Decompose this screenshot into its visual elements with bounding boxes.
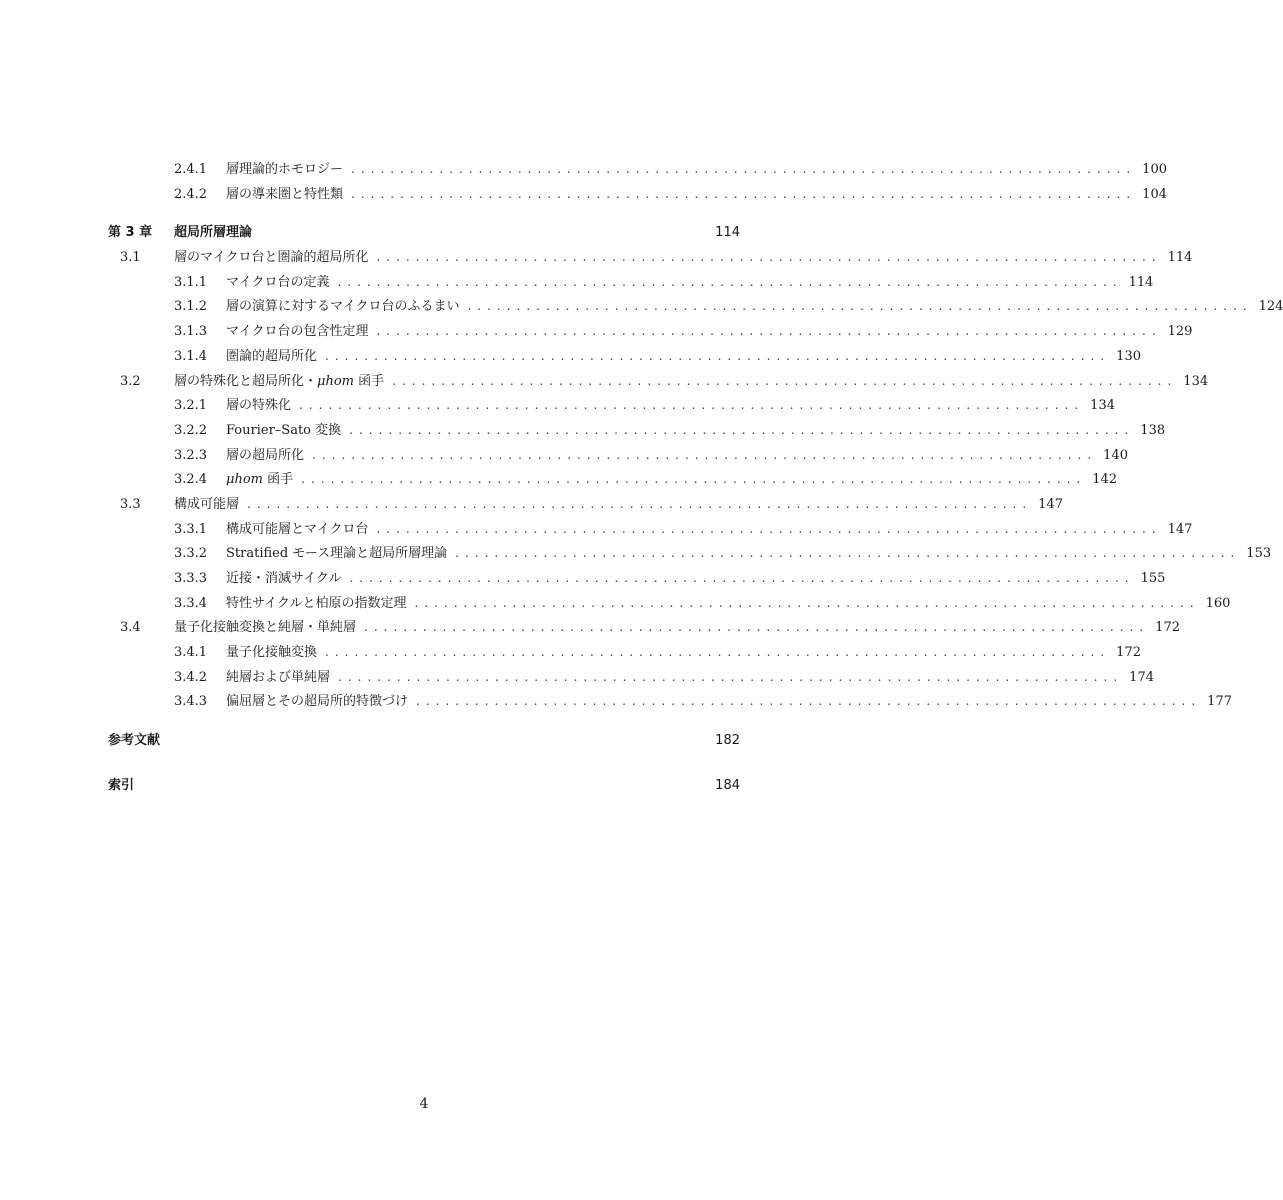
entry-number: 3.4.1 [174, 645, 208, 661]
entry-title: 層の超局所化 [226, 447, 305, 463]
toc-entry-3-3-1[interactable] [108, 518, 1193, 543]
section-title: 構成可能層 [174, 496, 240, 512]
entry-page: 172 [1116, 645, 1141, 661]
entry-page: 140 [1103, 447, 1128, 463]
dot-leader: ................................................................................ [349, 571, 1135, 585]
toc-chapter-3[interactable] [108, 221, 740, 246]
toc-entry-3-1-2[interactable] [108, 295, 1283, 320]
entry-number: 3.3.1 [174, 521, 208, 537]
entry-title: μhom 函手 [226, 472, 294, 488]
dot-leader: ................................................................................ [416, 694, 1202, 709]
dot-leader: ................................................................................ [351, 162, 1137, 176]
chapter-page: 114 [715, 225, 740, 241]
section-page: 147 [1038, 496, 1063, 512]
entry-title: 偏屈層とその超局所的特徴づけ [226, 694, 409, 710]
entry-title: 近接・消滅サイクル [226, 571, 342, 586]
index-title: 索引 [108, 777, 135, 793]
entry-title: 純層および単純層 [226, 669, 331, 685]
entry-page: 155 [1140, 571, 1166, 586]
dot-leader: ................................................................................ [364, 620, 1150, 635]
entry-number: 3.1.1 [174, 274, 208, 290]
section-number: 3.3 [120, 496, 141, 512]
section-number: 3.4 [120, 620, 141, 636]
toc-references[interactable] [108, 729, 740, 754]
entry-page: 177 [1207, 694, 1232, 710]
dot-leader: ................................................................................ [351, 186, 1137, 201]
toc-entry-3-4-2[interactable] [108, 666, 1154, 691]
toc-entry-3-1-4[interactable] [108, 345, 1141, 370]
entry-title: 層の特殊化 [226, 398, 292, 414]
section-title: 量子化接触変換と純層・単純層 [174, 620, 357, 636]
entry-page: 160 [1205, 595, 1231, 611]
toc-entry-3-1-1[interactable] [108, 271, 1154, 296]
entry-number: 3.1.4 [174, 348, 208, 364]
entry-title: Fourier–Sato 変換 [226, 422, 342, 438]
toc-entry-3-1-3[interactable] [108, 320, 1193, 345]
section-page: 172 [1155, 620, 1180, 636]
toc-section-3-4[interactable] [108, 616, 1180, 641]
toc-entry-3-4-1[interactable] [108, 641, 1141, 666]
entry-number: 3.3.2 [174, 546, 208, 562]
section-title: 層のマイクロ台と圏論的超局所化 [174, 250, 369, 266]
entry-page: 138 [1140, 422, 1166, 438]
dot-leader: ................................................................................ [455, 546, 1241, 561]
dot-leader: ................................................................................ [338, 669, 1124, 684]
entry-page: 114 [1128, 274, 1154, 290]
chapter-title: 超局所層理論 [174, 225, 253, 241]
entry-number: 2.4.2 [174, 186, 208, 202]
entry-number: 3.1.3 [174, 324, 208, 340]
toc-entry-3-2-2[interactable] [108, 419, 1166, 444]
chapter-number: 第 3 章 [108, 225, 153, 241]
toc-entry-3-2-1[interactable] [108, 394, 1115, 419]
entry-number: 3.4.3 [174, 694, 208, 710]
toc-entry-3-3-3[interactable] [108, 567, 1166, 592]
entry-title: マイクロ台の包含性定理 [226, 324, 369, 340]
section-number: 3.1 [120, 250, 141, 266]
entry-title: 特性サイクルと柏原の指数定理 [226, 595, 407, 611]
entry-title: 構成可能層とマイクロ台 [226, 521, 369, 537]
entry-page: 134 [1090, 398, 1115, 414]
entry-title: 層理論的ホモロジー [226, 162, 344, 177]
table-of-contents [108, 158, 1283, 799]
entry-number: 3.3.3 [174, 571, 208, 586]
entry-page: 124 [1258, 299, 1283, 315]
page-number: 4 [419, 1096, 429, 1112]
entry-title: 層の演算に対するマイクロ台のふるまい [226, 299, 460, 315]
dot-leader: ................................................................................ [467, 299, 1253, 314]
toc-section-3-1[interactable] [108, 246, 1193, 271]
section-page: 114 [1167, 250, 1193, 266]
entry-page: 104 [1142, 186, 1167, 202]
entry-page: 174 [1129, 669, 1154, 685]
toc-index[interactable] [108, 774, 740, 799]
toc-entry-3-3-2[interactable] [108, 542, 1272, 567]
toc-section-3-3[interactable] [108, 493, 1063, 518]
dot-leader: ................................................................................ [325, 645, 1111, 660]
entry-page: 100 [1142, 162, 1167, 177]
dot-leader: ................................................................................ [392, 373, 1178, 388]
entry-title: 圏論的超局所化 [226, 348, 318, 364]
entry-number: 3.2.2 [174, 422, 208, 438]
dot-leader: ................................................................................ [299, 398, 1085, 413]
entry-page: 130 [1116, 348, 1141, 364]
entry-title: マイクロ台の定義 [226, 274, 330, 290]
entry-number: 3.2.1 [174, 398, 208, 414]
entry-page: 129 [1167, 324, 1193, 340]
entry-page: 153 [1246, 546, 1272, 562]
index-page: 184 [715, 777, 740, 793]
toc-entry-2-4-2[interactable] [108, 183, 1167, 208]
entry-title: Stratified モース理論と超局所層理論 [226, 546, 448, 562]
entry-number: 3.2.3 [174, 447, 208, 463]
entry-number: 3.4.2 [174, 669, 208, 685]
toc-entry-3-4-3[interactable] [108, 690, 1232, 715]
references-page: 182 [715, 733, 740, 749]
dot-leader: ................................................................................ [376, 250, 1162, 265]
entry-number: 3.2.4 [174, 472, 208, 488]
section-title: 層の特殊化と超局所化・μhom 函手 [174, 373, 385, 389]
entry-number: 3.1.2 [174, 299, 208, 315]
dot-leader: ................................................................................ [337, 274, 1123, 289]
toc-entry-3-2-4[interactable] [108, 468, 1118, 493]
toc-entry-3-2-3[interactable] [108, 444, 1128, 469]
entry-title: 量子化接触変換 [226, 645, 318, 661]
references-title: 参考文献 [108, 733, 161, 749]
dot-leader: ................................................................................ [247, 496, 1033, 511]
toc-section-3-2[interactable] [108, 370, 1209, 395]
entry-page: 142 [1092, 472, 1118, 488]
section-page: 134 [1183, 373, 1209, 389]
toc-entry-3-3-4[interactable] [108, 592, 1231, 617]
dot-leader: ................................................................................ [349, 422, 1135, 437]
dot-leader: ................................................................................ [376, 324, 1162, 339]
entry-number: 3.3.4 [174, 595, 208, 611]
dot-leader: ................................................................................ [301, 472, 1087, 487]
entry-title: 層の導来圏と特性類 [226, 186, 344, 202]
dot-leader: ................................................................................ [325, 348, 1111, 363]
section-number: 3.2 [120, 373, 141, 389]
toc-entry-2-4-1[interactable] [108, 158, 1167, 183]
dot-leader: ................................................................................ [376, 521, 1162, 536]
dot-leader: ................................................................................ [414, 595, 1200, 610]
entry-page: 147 [1167, 521, 1193, 537]
entry-number: 2.4.1 [174, 162, 208, 177]
dot-leader: ................................................................................ [312, 447, 1098, 462]
